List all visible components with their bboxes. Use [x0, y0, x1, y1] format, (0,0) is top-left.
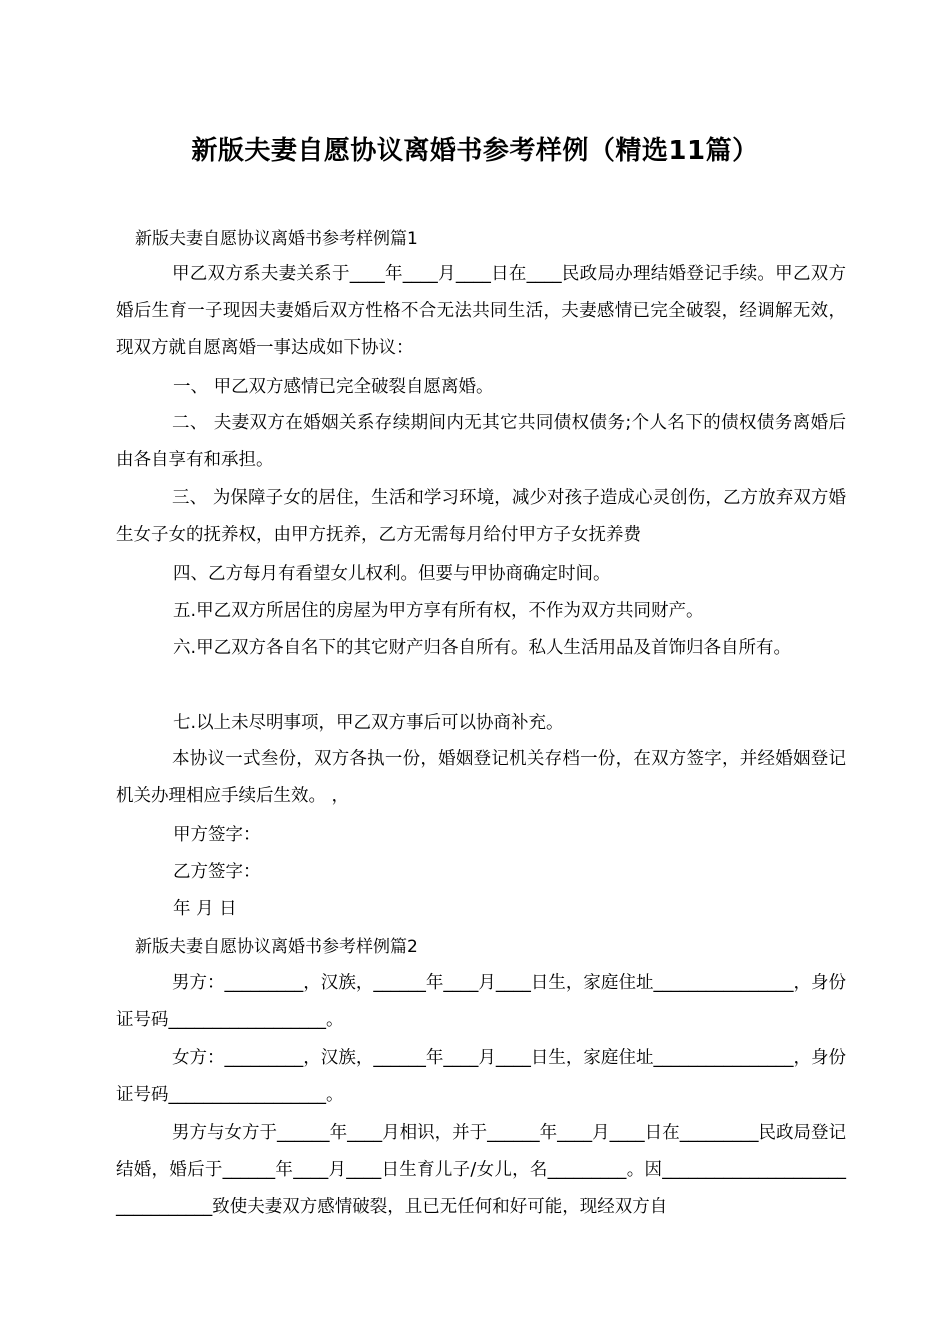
- article-1-clause-7: 七.以上未尽明事项，甲乙双方事后可以协商补充。: [173, 713, 564, 733]
- signature-date: 年 月 日: [173, 899, 237, 919]
- signature-party-b: 乙方签字：: [173, 862, 261, 882]
- document-title: 新版夫妻自愿协议离婚书参考样例（精选11篇）: [191, 136, 759, 166]
- article-1-clause-4: 四、乙方每月有看望女儿权利。但要与甲协商确定时间。: [173, 564, 611, 584]
- article-1-heading: 新版夫妻自愿协议离婚书参考样例篇1: [135, 229, 418, 249]
- signature-party-a: 甲方签字：: [173, 825, 261, 845]
- article-2-male-info: 男方：_________，汉族，______年____月____日生，家庭住址________________，身份证号码__________________。: [116, 973, 846, 1030]
- article-2-heading: 新版夫妻自愿协议离婚书参考样例篇2: [135, 937, 418, 957]
- article-1-clause-5: 五.甲乙双方所居住的房屋为甲方享有所有权，不作为双方共同财产。: [173, 601, 704, 621]
- article-1-clause-2: 二、 夫妻双方在婚姻关系存续期间内无其它共同债权债务;个人名下的债权债务离婚后由各自享有和承担。: [116, 413, 846, 470]
- article-1-clause-3: 三、 为保障子女的居住，生活和学习环境，减少对孩子造成心灵创伤，乙方放弃双方婚生女子女的抚养权，由甲方抚养，乙方无需每月给付甲方子女抚养费: [116, 488, 846, 545]
- article-1-clause-6: 六.甲乙双方各自名下的其它财产归各自所有。私人生活用品及首饰归各自所有。: [173, 638, 792, 658]
- article-1-closing: 本协议一式叁份，双方各执一份，婚姻登记机关存档一份，在双方签字，并经婚姻登记机关办理相应手续后生效。 ，: [116, 749, 846, 806]
- article-1-clause-1: 一、 甲乙双方感情已完全破裂自愿离婚。: [173, 377, 494, 397]
- article-1-intro: 甲乙双方系夫妻关系于____年____月____日在____民政局办理结婚登记手续。甲乙双方婚后生育一子现因夫妻婚后双方性格不合无法共同生活，夫妻感情已完全破裂，经调解无效，现双方就自愿离婚一事达成如下协议：: [116, 264, 846, 358]
- article-2-female-info: 女方：_________，汉族，______年____月____日生，家庭住址________________，身份证号码__________________。: [116, 1048, 846, 1105]
- article-2-marriage-info: 男方与女方于______年____月相识，并于______年____月____日在_________民政局登记结婚，婚后于______年____月____日生育儿子/女儿，名_________。因________________________________致使夫妻双方感情破裂，且已无任何和好可能，现经双方自: [116, 1123, 846, 1217]
